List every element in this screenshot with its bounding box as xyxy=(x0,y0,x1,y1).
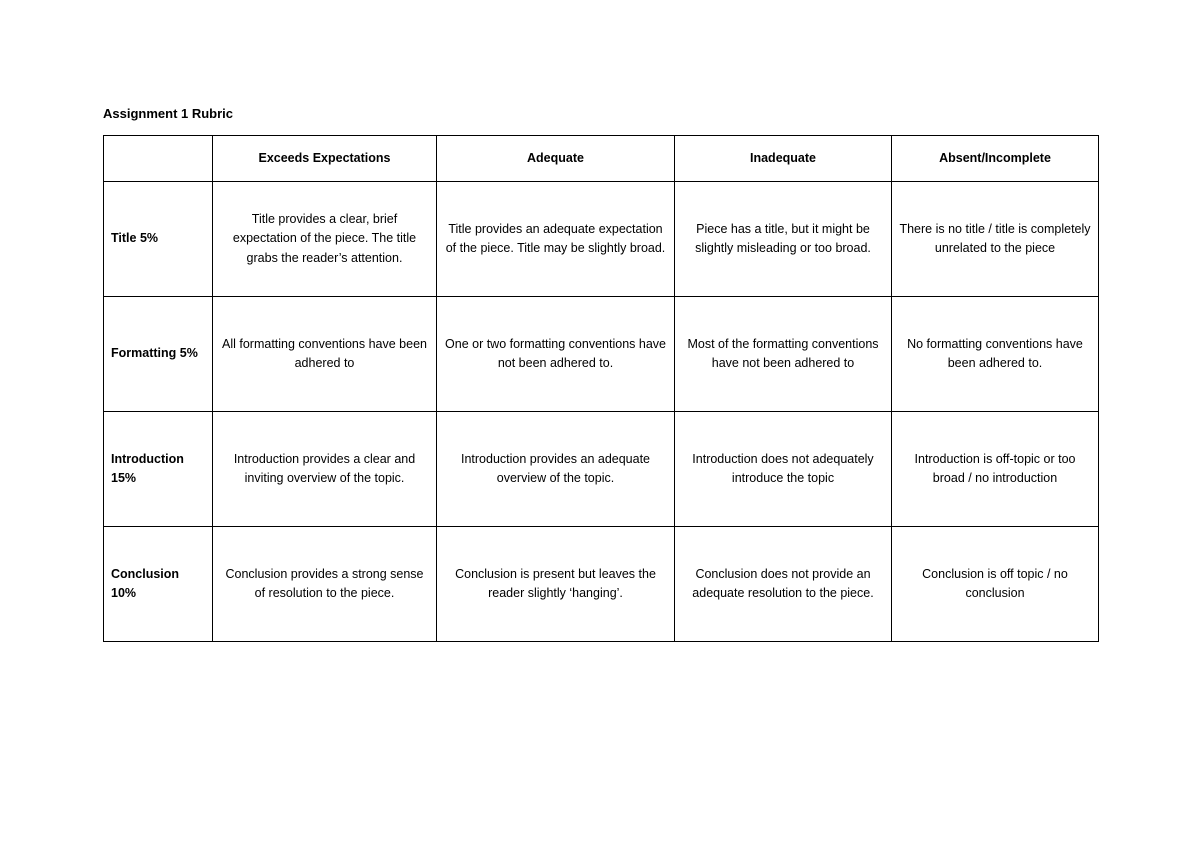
cell-title-inadequate: Piece has a title, but it might be slightly misleading or too broad. xyxy=(675,182,892,297)
cell-formatting-adequate: One or two formatting conventions have not been adhered to. xyxy=(437,297,675,412)
cell-introduction-exceeds: Introduction provides a clear and inviting overview of the topic. xyxy=(213,412,437,527)
cell-title-absent: There is no title / title is completely unrelated to the piece xyxy=(892,182,1099,297)
cell-conclusion-absent: Conclusion is off topic / no conclusion xyxy=(892,527,1099,642)
rubric-row-conclusion xyxy=(104,527,1099,642)
cell-introduction-adequate: Introduction provides an adequate overview of the topic. xyxy=(437,412,675,527)
row-label-introduction: Introduction 15% xyxy=(104,412,213,527)
cell-title-adequate: Title provides an adequate expectation of the piece. Title may be slightly broad. xyxy=(437,182,675,297)
cell-conclusion-inadequate: Conclusion does not provide an adequate resolution to the piece. xyxy=(675,527,892,642)
rubric-row-formatting xyxy=(104,297,1099,412)
cell-conclusion-adequate: Conclusion is present but leaves the reader slightly ‘hanging’. xyxy=(437,527,675,642)
rubric-row-introduction xyxy=(104,412,1099,527)
row-label-formatting: Formatting 5% xyxy=(104,297,213,412)
document-title: Assignment 1 Rubric xyxy=(103,106,234,121)
column-header-exceeds-expectations: Exceeds Expectations xyxy=(213,136,437,182)
rubric-table xyxy=(103,135,1099,642)
column-header-adequate: Adequate xyxy=(437,136,675,182)
cell-introduction-absent: Introduction is off-topic or too broad / no introduction xyxy=(892,412,1099,527)
column-header-inadequate: Inadequate xyxy=(675,136,892,182)
cell-conclusion-exceeds: Conclusion provides a strong sense of resolution to the piece. xyxy=(213,527,437,642)
cell-formatting-exceeds: All formatting conventions have been adhered to xyxy=(213,297,437,412)
cell-title-exceeds: Title provides a clear, brief expectation of the piece. The title grabs the reader’s attention. xyxy=(213,182,437,297)
cell-formatting-absent: No formatting conventions have been adhered to. xyxy=(892,297,1099,412)
cell-introduction-inadequate: Introduction does not adequately introduce the topic xyxy=(675,412,892,527)
column-header-absent-incomplete: Absent/Incomplete xyxy=(892,136,1099,182)
row-label-conclusion: Conclusion 10% xyxy=(104,527,213,642)
row-label-title: Title 5% xyxy=(104,182,213,297)
rubric-corner-cell xyxy=(104,136,213,182)
rubric-header-row xyxy=(104,136,1099,182)
cell-formatting-inadequate: Most of the formatting conventions have not been adhered to xyxy=(675,297,892,412)
rubric-row-title xyxy=(104,182,1099,297)
